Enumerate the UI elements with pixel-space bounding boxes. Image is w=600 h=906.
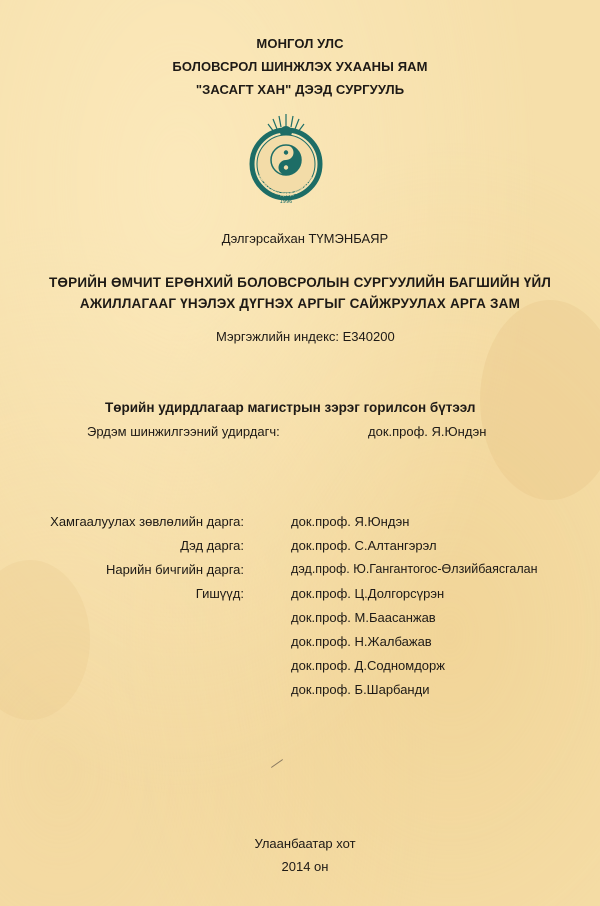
header-ministry: БОЛОВСРОЛ ШИНЖЛЭХ УХААНЫ ЯАМ (172, 59, 428, 74)
committee-member: док.проф. М.Баасанжав (291, 610, 436, 625)
header-school: "ЗАСАГТ ХАН" ДЭЭД СУРГУУЛЬ (195, 82, 405, 97)
specialty-index: Мэргэжлийн индекс: E340200 (216, 329, 395, 344)
committee-chair-name: док.проф. Я.Юндэн (291, 514, 410, 529)
committee-vice-chair-name: док.проф. С.Алтангэрэл (291, 538, 437, 553)
thesis-title-line-1: ТӨРИЙН ӨМЧИТ ЕРӨНХИЙ БОЛОВСРОЛЫН СУРГУУЛИЙН БАГШИЙН ҮЙЛ (48, 275, 552, 290)
footer-city: Улаанбаатар хот (254, 836, 356, 851)
committee-secretary-label: Нарийн бичгийн дарга: (105, 562, 244, 577)
committee-member: док.проф. Н.Жалбажав (291, 634, 432, 649)
header-country: МОНГОЛ УЛС (256, 36, 344, 51)
thesis-title-line-2: АЖИЛЛАГААГ ҮНЭЛЭХ ДҮГНЭХ АРГЫГ САЙЖРУУЛАХ АРГА ЗАМ (79, 296, 521, 311)
committee-member: док.проф. Б.Шарбанди (291, 682, 430, 697)
supervisor-label: Эрдэм шинжилгээний удирдагч: (87, 424, 280, 439)
committee-vice-chair-label: Дэд дарга: (180, 538, 244, 553)
committee-chair-label: Хамгаалуулах зөвлөлийн дарга: (50, 514, 244, 529)
supervisor-name: док.проф. Я.Юндэн (368, 424, 487, 439)
committee-secretary-name: дэд.проф. Ю.Гангантогос-Өлзийбаясгалан (291, 562, 538, 576)
footer-year: 2014 он (281, 859, 329, 874)
committee-member: док.проф. Д.Содномдорж (291, 658, 445, 673)
committee-member: док.проф. Ц.Долгорсүрэн (291, 586, 445, 601)
emblem-year: 1996 (279, 199, 293, 205)
emblem-ring-text: ЗАСАГТ ХАН ДЭЭД СУРГУУЛЬ (257, 173, 314, 198)
committee-members-label: Гишүүд: (195, 586, 244, 601)
author-name: Дэлгэрсайхан ТҮМЭНБАЯР (221, 231, 389, 246)
degree-line: Төрийн удирдлагаар магистрын зэрэг горилсон бүтээл (105, 400, 476, 415)
